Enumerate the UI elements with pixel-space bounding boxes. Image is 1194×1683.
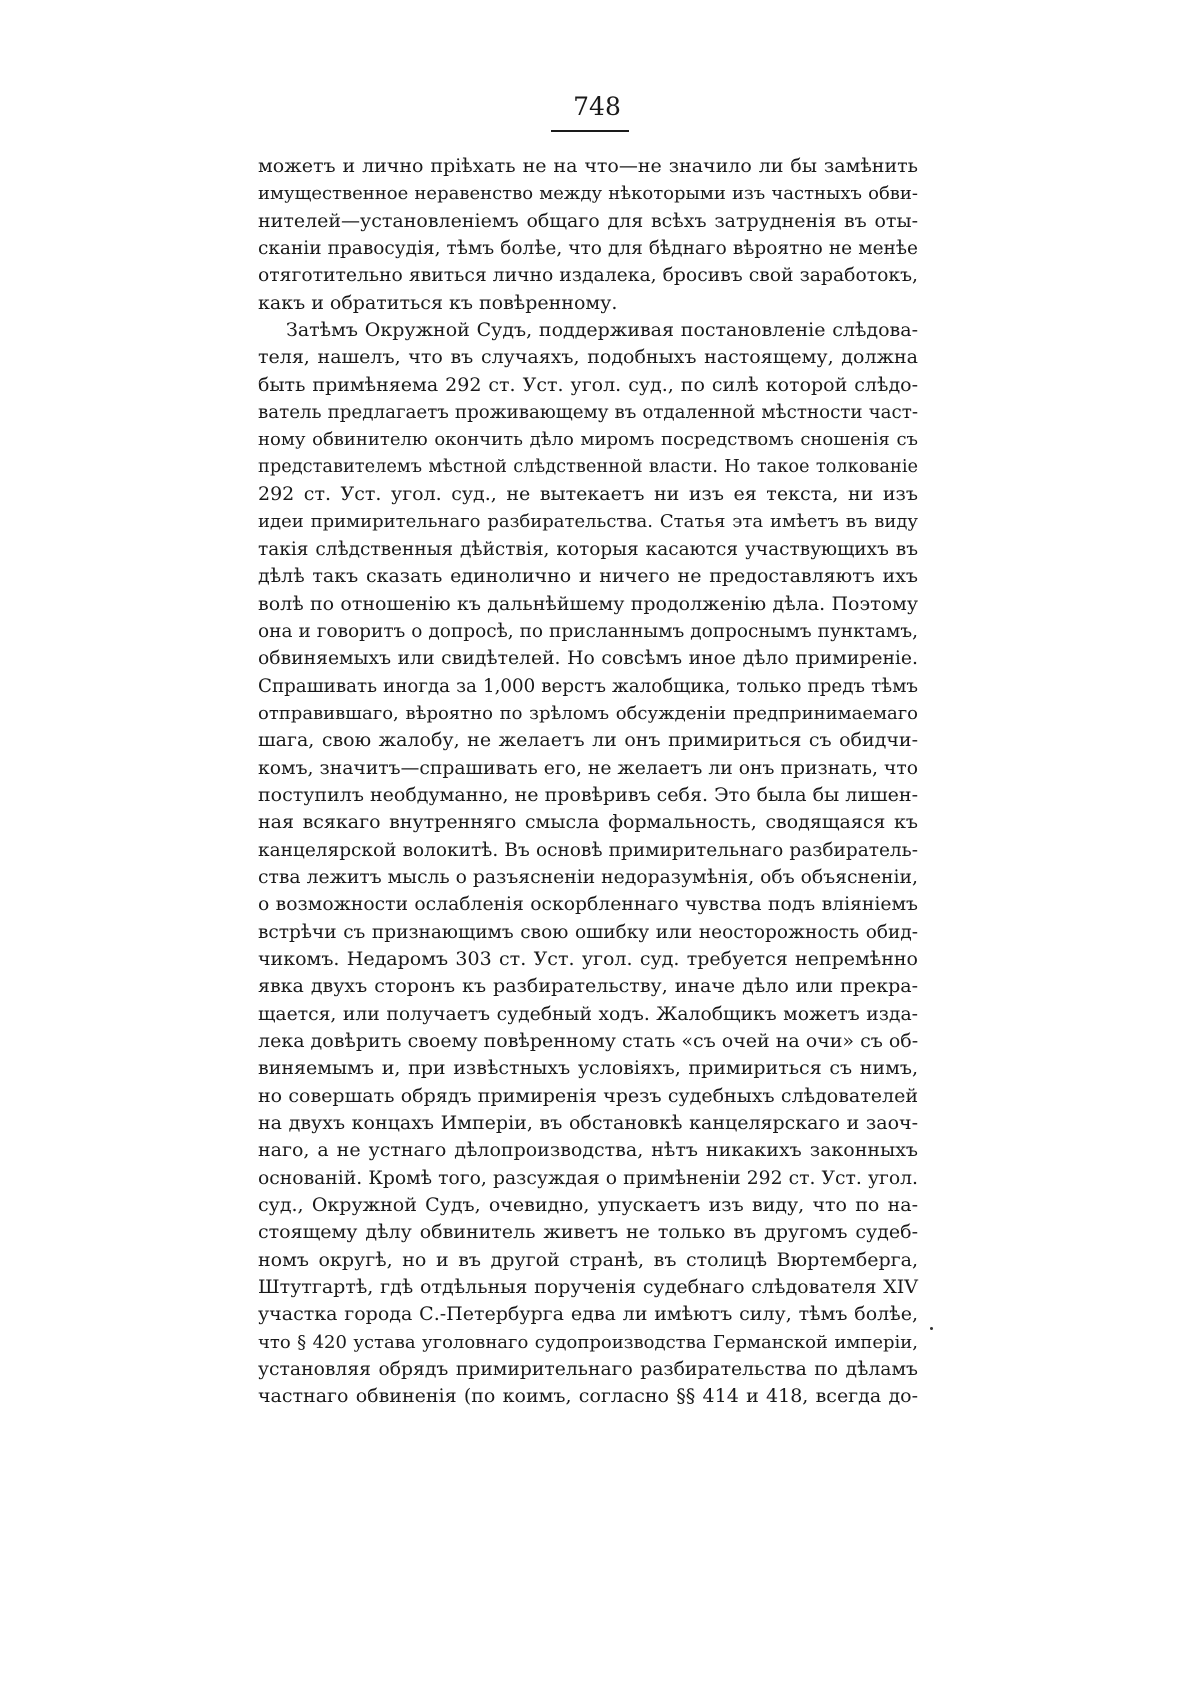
text-line: сканіи правосудія, тѣмъ болѣе, что для бѣднаго вѣроятно не менѣе xyxy=(258,238,918,260)
text-line: имущественное неравенство между нѣкоторыми изъ частныхъ обви- xyxy=(258,183,918,205)
text-line: можетъ и лично пріѣхать не на что—не значило ли бы замѣнить xyxy=(258,155,918,177)
text-line: 292 ст. Уст. угол. суд., не вытекаетъ ни изъ ея текста, ни изъ xyxy=(258,483,918,506)
text-line: ная всякаго внутренняго смысла формальность, сводящаяся къ xyxy=(258,811,918,834)
text-line: отяготительно явиться лично издалека, бросивъ свой заработокъ, xyxy=(258,265,918,287)
text-line: чикомъ. Недаромъ 303 ст. Уст. угол. суд. требуется непремѣнно xyxy=(258,947,918,970)
text-line: участка города С.-Петербурга едва ли имѣютъ силу, тѣмъ болѣе, xyxy=(258,1303,918,1326)
text-line: такія слѣдственныя дѣйствія, которыя касаются участвующихъ въ xyxy=(258,538,918,560)
text-line: комъ, значитъ—спрашивать его, не желаетъ ли онъ признать, что xyxy=(258,757,918,779)
ink-speck xyxy=(930,1327,933,1330)
text-line: основаній. Кромѣ того, разсуждая о примѣненіи 292 ст. Уст. угол. xyxy=(258,1167,918,1189)
text-line: но совершать обрядъ примиренія чрезъ судебныхъ слѣдователей xyxy=(258,1084,918,1107)
body-text xyxy=(258,153,918,1411)
text-line: канцелярской волокитѣ. Въ основѣ примирительнаго разбиратель- xyxy=(258,839,918,861)
text-line: лека довѣрить своему повѣренному стать «съ очей на очи» съ об- xyxy=(258,1030,919,1052)
text-line: обвиняемыхъ или свидѣтелей. Но совсѣмъ иное дѣло примиреніе. xyxy=(258,648,918,670)
text-line: суд., Окружной Судъ, очевидно, упускаетъ изъ виду, что по на- xyxy=(258,1194,918,1217)
text-line: Затѣмъ Окружной Судъ, поддерживая постановленіе слѣдова- xyxy=(286,319,918,342)
text-line: что § 420 устава уголовнаго судопроизводства Германской имперіи, xyxy=(258,1331,918,1353)
text-line: ства лежитъ мысль о разъясненіи недоразумѣнія, объ объясненіи, xyxy=(258,866,918,888)
text-line: виняемымъ и, при извѣстныхъ условіяхъ, примириться съ нимъ, xyxy=(258,1057,918,1080)
text-line: щается, или получаетъ судебный ходъ. Жалобщикъ можетъ изда- xyxy=(258,1003,918,1025)
text-line: о возможности ослабленія оскорбленнаго чувства подъ вліяніемъ xyxy=(258,894,918,916)
text-line: отправившаго, вѣроятно по зрѣломъ обсужденіи предпринимаемаго xyxy=(258,702,918,724)
text-line: частнаго обвиненія (по коимъ, согласно §§ 414 и 418, всегда до- xyxy=(258,1385,918,1408)
text-line: стоящему дѣлу обвинитель живетъ не только въ другомъ судеб- xyxy=(258,1221,918,1244)
text-line: ватель предлагаетъ проживающему въ отдаленной мѣстности част- xyxy=(258,402,918,424)
text-line: установляя обрядъ примирительнаго разбирательства по дѣламъ xyxy=(258,1359,918,1381)
text-line: шага, свою жалобу, не желаетъ ли онъ примириться съ обидчи- xyxy=(258,729,918,752)
text-line: встрѣчи съ признающимъ свою ошибку или неосторожность обид- xyxy=(258,921,918,943)
text-line: она и говоритъ о допросѣ, по присланнымъ допроснымъ пунктамъ, xyxy=(258,620,918,642)
text-line: быть примѣняема 292 ст. Уст. угол. суд., по силѣ которой слѣдо- xyxy=(258,373,918,396)
page-number: 748 xyxy=(573,92,621,121)
text-line: теля, нашелъ, что въ случаяхъ, подобныхъ настоящему, должна xyxy=(258,346,918,369)
text-line: номъ округѣ, но и въ другой странѣ, въ столицѣ Вюртемберга, xyxy=(258,1248,918,1271)
text-line: дѣлѣ такъ сказать единолично и ничего не предоставляютъ ихъ xyxy=(258,565,918,588)
text-line: Штутгартѣ, гдѣ отдѣльныя порученія судебнаго слѣдователя XIV xyxy=(258,1276,918,1299)
text-line: какъ и обратиться къ повѣренному. xyxy=(258,291,618,314)
text-line: поступилъ необдуманно, не провѣривъ себя. Это была бы лишен- xyxy=(258,783,918,806)
text-line: Спрашивать иногда за 1,000 верстъ жалобщика, только предъ тѣмъ xyxy=(258,675,918,697)
text-line: волѣ по отношенію къ дальнѣйшему продолженію дѣла. Поэтому xyxy=(258,592,918,615)
text-line: ному обвинителю окончить дѣло миромъ посредствомъ сношенія съ xyxy=(258,429,918,451)
text-line: явка двухъ сторонъ къ разбирательству, иначе дѣло или прекра- xyxy=(258,975,918,998)
text-line: идеи примирительнаго разбирательства. Статья эта имѣетъ въ виду xyxy=(258,511,918,533)
text-line: на двухъ концахъ Имперіи, въ обстановкѣ канцелярскаго и заоч- xyxy=(258,1112,918,1135)
text-line: представителемъ мѣстной слѣдственной власти. Но такое толкованіе xyxy=(258,456,918,477)
text-line: нителей—установленіемъ общаго для всѣхъ затрудненія въ оты- xyxy=(258,209,918,232)
page-number-rule xyxy=(551,130,629,132)
text-line: наго, а не устнаго дѣлопроизводства, нѣтъ никакихъ законныхъ xyxy=(258,1139,918,1162)
